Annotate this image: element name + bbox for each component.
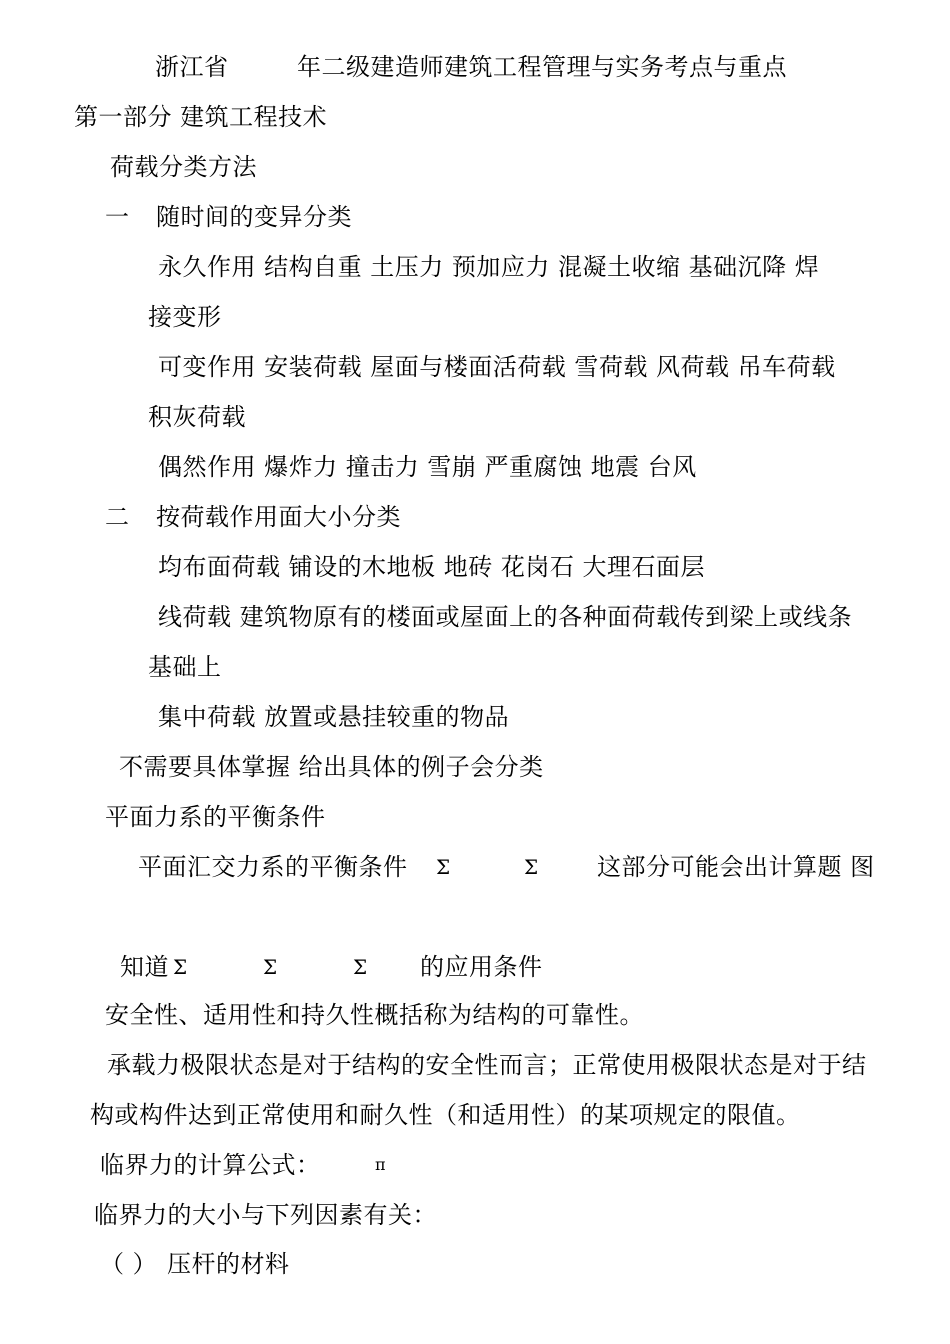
area-load: 均布面荷载 铺设的木地板 地砖 花岗石 大理石面层 <box>158 553 706 581</box>
critical-formula-label: 临界力的计算公式： <box>100 1151 321 1179</box>
apply-condition: 的应用条件 <box>420 953 543 981</box>
reliability-text: 安全性、适用性和持久性概括称为结构的可靠性。 <box>105 1001 644 1029</box>
section-number-2: 二 <box>105 503 130 531</box>
list-paren: （ ） <box>100 1250 158 1278</box>
plane-force-heading: 平面力系的平衡条件 <box>105 803 326 831</box>
sigma-symbol: Σ <box>263 955 278 979</box>
variable-load-line2: 积灰荷载 <box>148 403 246 431</box>
line-load-line1: 线荷载 建筑物原有的楼面或屋面上的各种面荷载传到梁上或线条 <box>158 603 853 631</box>
section-title-1: 随时间的变异分类 <box>156 203 352 231</box>
limit-state-line2: 构或构件达到正常使用和耐久性（和适用性）的某项规定的限值。 <box>90 1101 801 1129</box>
section-title-2: 按荷载作用面大小分类 <box>156 503 401 531</box>
sigma-symbol: Σ <box>524 855 539 879</box>
calc-note: 这部分可能会出计算题 图 <box>597 853 875 881</box>
sigma-symbol: Σ <box>436 855 451 879</box>
line-load-line2: 基础上 <box>148 653 222 681</box>
limit-state-line1: 承载力极限状态是对于结构的安全性而言；正常使用极限状态是对于结 <box>107 1051 867 1079</box>
title-left: 浙江省 <box>155 53 229 81</box>
material-item: 压杆的材料 <box>167 1250 290 1278</box>
critical-factors: 临界力的大小与下列因素有关： <box>94 1201 437 1229</box>
permanent-load-line2: 接变形 <box>148 303 222 331</box>
section-heading: 荷载分类方法 <box>110 153 257 181</box>
pi-symbol: π <box>375 1155 387 1174</box>
accidental-load: 偶然作用 爆炸力 撞击力 雪崩 严重腐蚀 地震 台风 <box>158 453 697 481</box>
study-note: 不需要具体掌握 给出具体的例子会分类 <box>119 753 544 781</box>
section-number-1: 一 <box>105 203 130 231</box>
permanent-load-line1: 永久作用 结构自重 土压力 预加应力 混凝土收缩 基础沉降 焊 <box>158 253 820 281</box>
doc-title: 年二级建造师建筑工程管理与实务考点与重点 <box>297 53 787 81</box>
point-load: 集中荷载 放置或悬挂较重的物品 <box>158 703 510 731</box>
variable-load-line1: 可变作用 安装荷载 屋面与楼面活荷载 雪荷载 风荷载 吊车荷载 <box>158 353 836 381</box>
sigma-symbol: Σ <box>173 955 188 979</box>
sigma-symbol: Σ <box>353 955 368 979</box>
know-label: 知道 <box>120 953 169 981</box>
concurrent-force-label: 平面汇交力系的平衡条件 <box>138 853 408 881</box>
part-heading: 第一部分 建筑工程技术 <box>74 103 328 131</box>
